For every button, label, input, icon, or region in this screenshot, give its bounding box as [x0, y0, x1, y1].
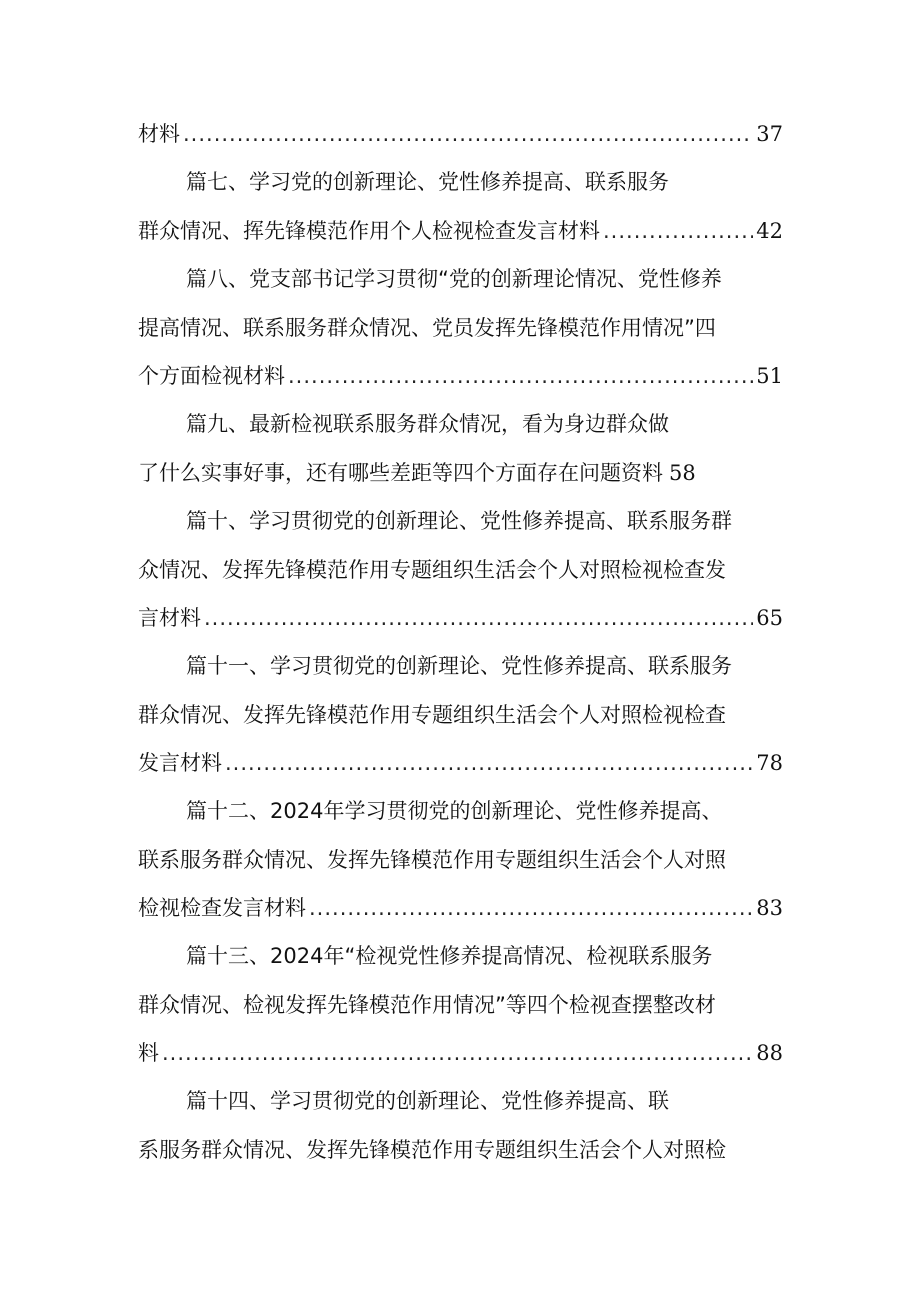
- dot-leader: [309, 890, 753, 926]
- toc-entry-line[interactable]: [186, 164, 783, 200]
- toc-entry-line[interactable]: [138, 1132, 783, 1168]
- toc-entry-text: 群众情况、发挥先锋模范作用专题组织生活会个人对照检视检查: [138, 703, 726, 727]
- dot-leader: [288, 358, 753, 394]
- toc-entry-text: 群众情况、挥先锋模范作用个人检视检查发言材料: [138, 219, 600, 243]
- dot-leader: [225, 745, 753, 781]
- toc-entry-line[interactable]: [138, 552, 783, 588]
- dot-leader: [162, 1035, 753, 1071]
- toc-entry-line[interactable]: [138, 358, 783, 394]
- toc-entry-text: 篇八、党支部书记学习贯彻“党的创新理论情况、党性修养: [186, 267, 722, 291]
- toc-entry-text: 篇十三、2024年“检视党性修养提高情况、检视联系服务: [186, 944, 713, 968]
- toc-entry-text: 发言材料: [138, 751, 222, 775]
- toc-entry-line[interactable]: [138, 1035, 783, 1071]
- toc-entry-line[interactable]: [138, 842, 783, 878]
- toc-entry-text: 检视检查发言材料: [138, 896, 306, 920]
- toc-entry-line[interactable]: [186, 648, 783, 684]
- toc-page-number: 51: [756, 364, 783, 388]
- toc-page-number: 65: [756, 606, 783, 630]
- toc-page-number: 42: [756, 219, 783, 243]
- toc-entry-text: 篇七、学习党的创新理论、党性修养提高、联系服务: [186, 170, 669, 194]
- toc-entry-text: 篇十四、学习贯彻党的创新理论、党性修养提高、联: [186, 1089, 669, 1113]
- toc-page-number: 88: [756, 1041, 783, 1065]
- toc-entry-line[interactable]: [138, 600, 783, 636]
- toc-entry-line[interactable]: [138, 890, 783, 926]
- toc-entry-line[interactable]: [138, 213, 783, 249]
- toc-page-number: 78: [756, 751, 783, 775]
- toc-entry-line[interactable]: [138, 455, 783, 491]
- toc-page-number: 58: [669, 461, 696, 485]
- toc-entry-line[interactable]: [186, 406, 783, 442]
- toc-entry-line[interactable]: [186, 793, 783, 829]
- toc-entry-line[interactable]: [138, 745, 783, 781]
- toc-entry-line[interactable]: [186, 938, 783, 974]
- toc-entry-line[interactable]: [138, 987, 783, 1023]
- toc-entry-text: 个方面检视材料: [138, 364, 285, 388]
- toc-entry-text: 篇十、学习贯彻党的创新理论、党性修养提高、联系服务群: [186, 509, 732, 533]
- toc-page-number: 37: [756, 122, 783, 146]
- toc-entry-line[interactable]: [138, 310, 783, 346]
- toc-entry-text: 群众情况、检视发挥先锋模范作用情况”等四个检视查摆整改材: [138, 993, 716, 1017]
- toc-entry-text: 言材料: [138, 606, 201, 630]
- toc-entry-text: 系服务群众情况、发挥先锋模范作用专题组织生活会个人对照检: [138, 1138, 726, 1162]
- toc-entry-text: 料: [138, 1041, 159, 1065]
- dot-leader: [183, 116, 753, 152]
- toc-entry-text: 了什么实事好事，还有哪些差距等四个方面存在问题资料: [138, 461, 663, 485]
- toc-entry-text: 篇九、最新检视联系服务群众情况，看为身边群众做: [186, 412, 669, 436]
- toc-entry-text: 联系服务群众情况、发挥先锋模范作用专题组织生活会个人对照: [138, 848, 726, 872]
- toc-entry-text: 篇十二、2024年学习贯彻党的创新理论、党性修养提高、: [186, 799, 723, 823]
- toc-entry-text: 众情况、发挥先锋模范作用专题组织生活会个人对照检视检查发: [138, 558, 726, 582]
- dot-leader: [603, 213, 753, 249]
- toc-entry-line[interactable]: [186, 1083, 783, 1119]
- dot-leader: [204, 600, 753, 636]
- toc-entry-text: 材料: [138, 122, 180, 146]
- toc-entry-line[interactable]: [186, 261, 783, 297]
- toc-page-number: 83: [756, 896, 783, 920]
- toc-entry-line[interactable]: [138, 116, 783, 152]
- toc-entry-text: 提高情况、联系服务群众情况、党员发挥先锋模范作用情况”四: [138, 316, 716, 340]
- toc-entry-line[interactable]: [186, 503, 783, 539]
- toc-entry-line[interactable]: [138, 697, 783, 733]
- toc-entry-text: 篇十一、学习贯彻党的创新理论、党性修养提高、联系服务: [186, 654, 732, 678]
